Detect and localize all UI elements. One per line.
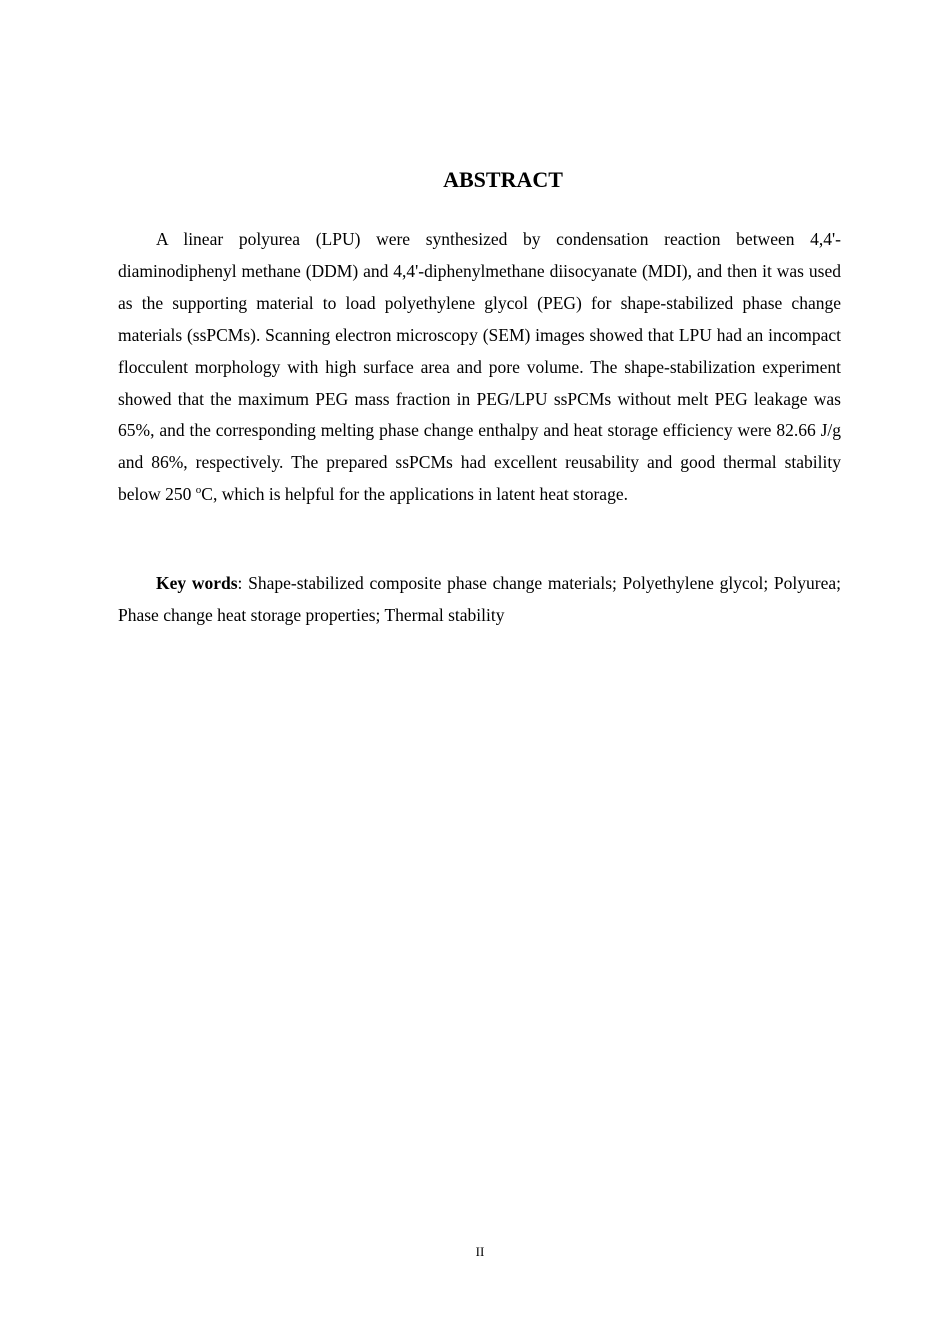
- abstract-title: ABSTRACT: [443, 167, 563, 192]
- keywords-text: Shape-stabilized composite phase change materials; Polyethylene glycol; Polyurea; Phase change heat storage properties; Thermal stability: [118, 573, 841, 625]
- keywords-separator: :: [237, 573, 249, 593]
- keywords-paragraph: [118, 568, 841, 632]
- abstract-text-end: C, which is helpful for the applications in latent heat storage.: [201, 484, 628, 505]
- page-number: II: [475, 1244, 485, 1259]
- abstract-text-main: A linear polyurea (LPU) were synthesized by condensation reaction between 4,4'-diaminodiphenyl methane (DDM) and 4,4'-diphenylmethane diisocyanate (MDI), and then it was used as the supporting material to load polyethylene glycol (PEG) for shape-stabilized phase change materials (ssPCMs). Scanning electron microscopy (SEM) images showed that LPU had an incompact flocculent morphology with high surface area and pore volume. The shape-stabilization experiment showed that the maximum PEG mass fraction in PEG/LPU ssPCMs without melt PEG leakage was 65%, and the corresponding melting phase change enthalpy and heat storage efficiency were 82.66 J/g and 86%, respectively. The prepared ssPCMs had excellent reusability and good thermal stability below 250: [118, 229, 841, 505]
- degree-symbol: o: [195, 484, 202, 497]
- keywords-label: Key words: [156, 573, 238, 593]
- abstract-paragraph: [118, 224, 841, 511]
